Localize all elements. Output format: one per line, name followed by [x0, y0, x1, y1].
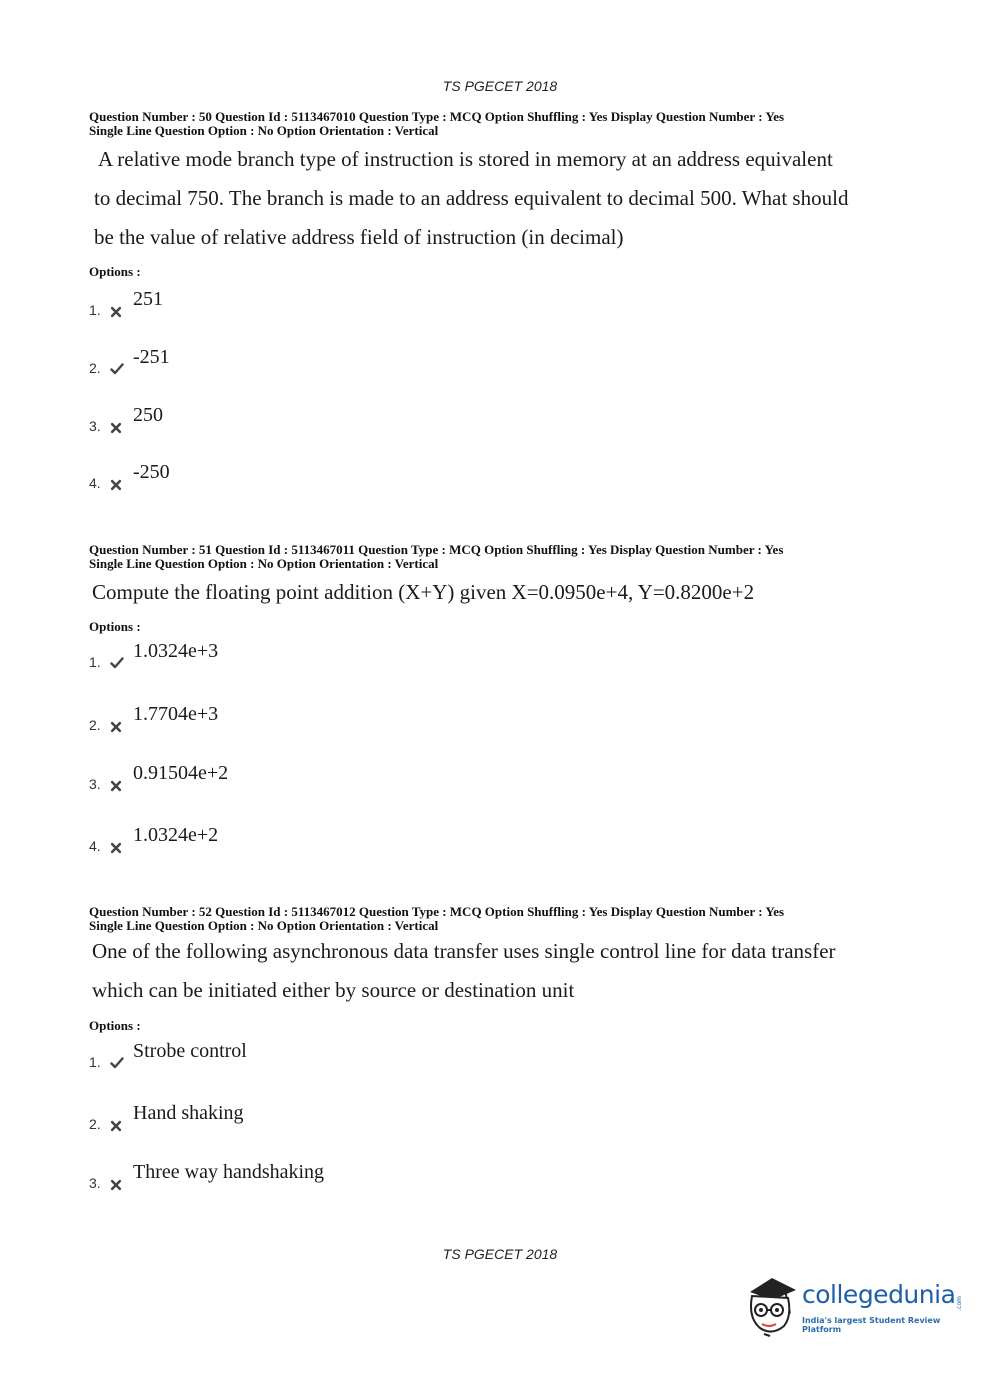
option-number: 2. [89, 717, 101, 733]
question-51-text [92, 573, 912, 612]
cross-icon [110, 303, 123, 316]
cross-icon [110, 718, 123, 731]
mascot-icon [742, 1270, 802, 1340]
option-text: 251 [133, 288, 163, 310]
option-text: Strobe control [133, 1040, 247, 1062]
question-line: Compute the floating point addition (X+Y) given X=0.0950e+4, Y=0.8200e+2 [92, 580, 755, 604]
question-50-text [94, 140, 918, 257]
option-number: 1. [89, 1054, 101, 1070]
option-number: 2. [89, 1116, 101, 1132]
option-item [89, 461, 489, 491]
options-label: Options : [89, 619, 141, 634]
option-item [89, 703, 489, 733]
option-text: -250 [133, 461, 170, 483]
meta-line: Question Number : 50 Question Id : 5113467010 Question Type : MCQ Option Shuffling : Yes Display Question Number : Yes [89, 109, 785, 124]
question-52-text [92, 932, 912, 1010]
cross-icon [110, 839, 123, 852]
meta-line: Single Line Question Option : No Option Orientation : Vertical [89, 918, 439, 933]
meta-line: Single Line Question Option : No Option Orientation : Vertical [89, 556, 439, 571]
page-footer-title: TS PGECET 2018 [442, 1246, 558, 1262]
option-item [89, 762, 489, 792]
collegedunia-logo [742, 1270, 972, 1340]
cross-icon [110, 1117, 123, 1130]
option-text: 1.0324e+2 [133, 824, 219, 846]
question-line: be the value of relative address field of instruction (in decimal) [94, 225, 624, 249]
cross-icon [110, 419, 123, 432]
option-item [89, 1040, 489, 1070]
option-number: 1. [89, 654, 101, 670]
meta-line: Single Line Question Option : No Option Orientation : Vertical [89, 123, 439, 138]
logo-tagline: India's largest Student Review Platform [802, 1316, 941, 1334]
option-item [89, 404, 489, 434]
option-text: Three way handshaking [133, 1161, 325, 1183]
question-52-meta [89, 905, 919, 933]
question-line: One of the following asynchronous data transfer uses single control line for data transfer [92, 939, 836, 963]
page-header-title: TS PGECET 2018 [442, 78, 558, 94]
option-item [89, 288, 489, 318]
options-label: Options : [89, 1018, 141, 1033]
option-item [89, 824, 489, 854]
option-item [89, 1161, 489, 1191]
logo-wordmark: collegedunia [802, 1280, 956, 1309]
cross-icon [110, 476, 123, 489]
logo-suffix: .com [956, 1296, 963, 1311]
option-text: Hand shaking [133, 1102, 244, 1124]
option-number: 3. [89, 776, 101, 792]
option-number: 4. [89, 838, 101, 854]
question-line: which can be initiated either by source or destination unit [92, 978, 575, 1002]
check-icon [110, 1055, 123, 1068]
question-50-meta [89, 110, 919, 138]
option-number: 1. [89, 302, 101, 318]
option-item [89, 346, 489, 376]
option-text: 1.0324e+3 [133, 640, 219, 662]
option-number: 3. [89, 418, 101, 434]
option-number: 2. [89, 360, 101, 376]
option-text: 1.7704e+3 [133, 703, 219, 725]
option-text: 250 [133, 404, 163, 426]
check-icon [110, 361, 123, 374]
meta-line: Question Number : 51 Question Id : 5113467011 Question Type : MCQ Option Shuffling : Yes Display Question Number : Yes [89, 542, 784, 557]
options-label: Options : [89, 264, 141, 279]
option-item [89, 640, 489, 670]
question-line: to decimal 750. The branch is made to an address equivalent to decimal 500. What should [94, 186, 849, 210]
meta-line: Question Number : 52 Question Id : 5113467012 Question Type : MCQ Option Shuffling : Yes Display Question Number : Yes [89, 904, 785, 919]
option-number: 3. [89, 1175, 101, 1191]
cross-icon [110, 777, 123, 790]
cross-icon [110, 1176, 123, 1189]
option-text: -251 [133, 346, 170, 368]
option-item [89, 1102, 489, 1132]
option-number: 4. [89, 475, 101, 491]
check-icon [110, 655, 123, 668]
question-line: A relative mode branch type of instruction is stored in memory at an address equivalent [98, 147, 833, 171]
question-51-meta [89, 543, 919, 571]
option-text: 0.91504e+2 [133, 762, 229, 784]
